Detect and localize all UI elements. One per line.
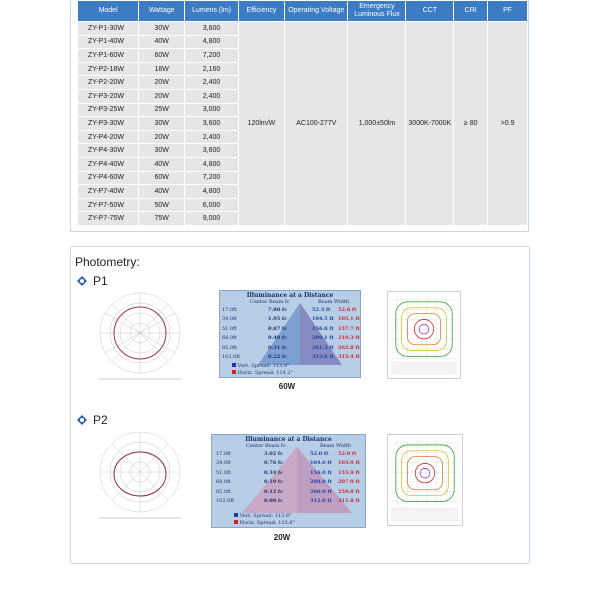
lux-distance: 17.0ft bbox=[222, 307, 237, 313]
header-pf: PF bbox=[488, 1, 528, 22]
lumens-cell: 2,160 bbox=[185, 62, 239, 76]
lux-title: Illuminance at a Distance bbox=[245, 436, 332, 443]
lux-center-fc: 0.19 fc bbox=[264, 479, 284, 486]
lux-legend-vert: Vert. Spread: 113.6° bbox=[234, 513, 292, 519]
lumens-cell: 3,600 bbox=[185, 144, 239, 158]
model-cell: ZY-P1-40W bbox=[78, 35, 139, 49]
lumens-cell: 3,600 bbox=[185, 117, 239, 131]
lux-col-left: Center Beam fc bbox=[246, 443, 286, 449]
lumens-cell: 6,000 bbox=[185, 198, 239, 212]
wattage-cell: 40W bbox=[139, 157, 185, 171]
diamond-bullet-icon bbox=[77, 415, 87, 425]
wattage-cell: 30W bbox=[139, 22, 185, 36]
lumens-cell: 3,600 bbox=[185, 22, 239, 36]
lux-distance: 85.0ft bbox=[216, 488, 231, 495]
lux-distance: 102.0ft bbox=[222, 354, 241, 360]
wattage-cell: 60W bbox=[139, 49, 185, 63]
voltage-cell: AC100-277V bbox=[285, 22, 348, 226]
lux-center-fc: 0.49 fc bbox=[268, 335, 288, 342]
illuminance-chart bbox=[211, 434, 366, 528]
header-cri: CRI bbox=[454, 1, 488, 22]
lux-vert-width: 313.6 ft bbox=[312, 354, 334, 360]
header-emergency-flux: Emergency Luminous Flux bbox=[348, 1, 406, 22]
lux-center-fc: 1.95 fc bbox=[268, 316, 288, 323]
wattage-cell: 60W bbox=[139, 171, 185, 185]
lumens-cell: 2,400 bbox=[185, 89, 239, 103]
wattage-cell: 40W bbox=[139, 35, 185, 49]
polar-curve-chart bbox=[93, 432, 187, 526]
lux-title: Illuminance at a Distance bbox=[246, 292, 334, 299]
lux-vert-width: 156.0 ft bbox=[310, 469, 332, 476]
diamond-bullet-icon bbox=[77, 276, 87, 286]
spec-table-body bbox=[78, 22, 528, 226]
lux-legend-vert: Vert. Spread: 113.9° bbox=[232, 363, 290, 369]
lumens-cell: 9,000 bbox=[185, 212, 239, 226]
lux-horiz-width: 52.0 ft bbox=[338, 451, 357, 457]
wattage-cell: 40W bbox=[139, 185, 185, 199]
header-model: Model bbox=[78, 1, 139, 22]
spec-row bbox=[78, 22, 528, 36]
lux-center-fc: 0.76 fc bbox=[264, 460, 284, 467]
wattage-cell: 25W bbox=[139, 103, 185, 117]
lux-legend-horiz: Horiz. Spread: 114.2° bbox=[232, 370, 293, 376]
photometry-title: Photometry: bbox=[75, 255, 140, 269]
wattage-cell: 20W bbox=[139, 130, 185, 144]
lumens-cell: 2,400 bbox=[185, 130, 239, 144]
lux-horiz-width: 315.4 ft bbox=[338, 354, 360, 360]
model-cell: ZY-P7-75W bbox=[78, 212, 139, 226]
model-cell: ZY-P1-60W bbox=[78, 49, 139, 63]
lux-vert-width: 104.0 ft bbox=[310, 460, 332, 467]
lux-center-fc: 0.87 fc bbox=[268, 325, 288, 332]
lux-horiz-width: 155.9 ft bbox=[338, 469, 360, 476]
lux-distance: 51.0ft bbox=[222, 325, 237, 332]
section-caption: 20W bbox=[273, 533, 291, 542]
lumens-cell: 7,200 bbox=[185, 171, 239, 185]
model-cell: ZY-P3-25W bbox=[78, 103, 139, 117]
lux-horiz-width: 259.8 ft bbox=[338, 488, 360, 495]
lux-horiz-width: 207.9 ft bbox=[338, 479, 360, 486]
lux-center-fc: 0.34 fc bbox=[264, 469, 284, 476]
cct-cell: 3000K-7000K bbox=[406, 22, 454, 226]
model-cell: ZY-P7-40W bbox=[78, 185, 139, 199]
lux-center-fc: 7.80 fc bbox=[268, 307, 288, 313]
wattage-cell: 18W bbox=[139, 62, 185, 76]
lumens-cell: 3,000 bbox=[185, 103, 239, 117]
lux-distance: 51.0ft bbox=[216, 469, 231, 476]
lux-center-fc: 3.02 fc bbox=[264, 451, 284, 457]
efficiency-cell: 120lm/W bbox=[238, 22, 284, 226]
lux-col-right: Beam Width bbox=[320, 443, 352, 449]
lux-distance: 102.0ft bbox=[216, 498, 235, 504]
lux-horiz-width: 262.8 ft bbox=[338, 344, 360, 351]
wattage-cell: 20W bbox=[139, 76, 185, 90]
model-cell: ZY-P2-18W bbox=[78, 62, 139, 76]
lux-vert-width: 261.3 ft bbox=[312, 344, 334, 351]
lux-legend-horiz: Horiz. Spread: 113.6° bbox=[234, 520, 295, 526]
spec-header-row bbox=[78, 1, 528, 22]
section-header-p2 bbox=[77, 413, 108, 427]
lumens-cell: 7,200 bbox=[185, 49, 239, 63]
model-cell: ZY-P3-20W bbox=[78, 89, 139, 103]
section-caption: 60W bbox=[278, 382, 296, 391]
model-cell: ZY-P7-50W bbox=[78, 198, 139, 212]
lux-horiz-width: 105.1 ft bbox=[338, 316, 360, 323]
lux-horiz-width: 52.6 ft bbox=[338, 307, 357, 313]
lux-vert-width: 312.0 ft bbox=[310, 498, 332, 504]
polar-curve-chart bbox=[93, 291, 187, 385]
lux-center-fc: 0.08 fc bbox=[264, 498, 284, 504]
lux-distance: 34.0ft bbox=[216, 460, 231, 467]
wattage-cell: 30W bbox=[139, 144, 185, 158]
header-voltage: Operating Voltage bbox=[285, 1, 348, 22]
lumens-cell: 4,800 bbox=[185, 157, 239, 171]
model-cell: ZY-P4-40W bbox=[78, 157, 139, 171]
lumens-cell: 2,400 bbox=[185, 76, 239, 90]
emergency-flux-cell: 1,000±50lm bbox=[348, 22, 406, 226]
lux-center-fc: 0.22 fc bbox=[268, 354, 288, 360]
lux-horiz-width: 210.3 ft bbox=[338, 335, 360, 342]
lux-center-fc: 0.12 fc bbox=[264, 488, 284, 495]
lux-distance: 68.0ft bbox=[222, 335, 237, 342]
lux-vert-width: 52.3 ft bbox=[312, 307, 331, 313]
isolux-chart bbox=[387, 434, 463, 526]
photometry-panel bbox=[70, 246, 530, 564]
header-lumens: Lumens (lm) bbox=[185, 1, 239, 22]
lux-horiz-width: 157.7 ft bbox=[338, 325, 360, 332]
header-wattage: Wattage bbox=[139, 1, 185, 22]
section-label: P1 bbox=[93, 274, 108, 288]
lux-vert-width: 104.5 ft bbox=[312, 316, 334, 323]
section-label: P2 bbox=[93, 413, 108, 427]
model-cell: ZY-P4-20W bbox=[78, 130, 139, 144]
wattage-cell: 50W bbox=[139, 198, 185, 212]
wattage-cell: 20W bbox=[139, 89, 185, 103]
lux-vert-width: 208.0 ft bbox=[310, 479, 332, 486]
header-efficiency: Efficiency bbox=[238, 1, 284, 22]
model-cell: ZY-P4-60W bbox=[78, 171, 139, 185]
illuminance-chart bbox=[219, 290, 361, 378]
lux-col-right: Beam Width bbox=[318, 299, 350, 305]
cri-cell: ≥ 80 bbox=[454, 22, 488, 226]
lux-horiz-width: 311.8 ft bbox=[338, 498, 360, 504]
header-cct: CCT bbox=[406, 1, 454, 22]
spec-table bbox=[77, 0, 528, 226]
pf-cell: >0.9 bbox=[488, 22, 528, 226]
model-cell: ZY-P1-30W bbox=[78, 22, 139, 36]
model-cell: ZY-P4-30W bbox=[78, 144, 139, 158]
lux-center-fc: 0.31 fc bbox=[268, 344, 288, 351]
spec-table-panel bbox=[70, 0, 529, 232]
lux-horiz-width: 103.9 ft bbox=[338, 460, 360, 467]
wattage-cell: 75W bbox=[139, 212, 185, 226]
lux-vert-width: 209.1 ft bbox=[312, 335, 334, 342]
wattage-cell: 30W bbox=[139, 117, 185, 131]
lumens-cell: 4,800 bbox=[185, 35, 239, 49]
section-header-p1 bbox=[77, 274, 108, 288]
lux-distance: 85.0ft bbox=[222, 344, 237, 351]
isolux-chart bbox=[387, 291, 461, 379]
lux-distance: 34.0ft bbox=[222, 316, 237, 323]
lux-vert-width: 260.0 ft bbox=[310, 488, 332, 495]
model-cell: ZY-P3-30W bbox=[78, 117, 139, 131]
lux-distance: 17.0ft bbox=[216, 451, 231, 457]
lux-vert-width: 52.0 ft bbox=[310, 451, 329, 457]
lux-distance: 68.0ft bbox=[216, 479, 231, 486]
lux-col-left: Center Beam fc bbox=[250, 299, 290, 305]
model-cell: ZY-P2-20W bbox=[78, 76, 139, 90]
lumens-cell: 4,800 bbox=[185, 185, 239, 199]
lux-vert-width: 156.8 ft bbox=[312, 325, 334, 332]
